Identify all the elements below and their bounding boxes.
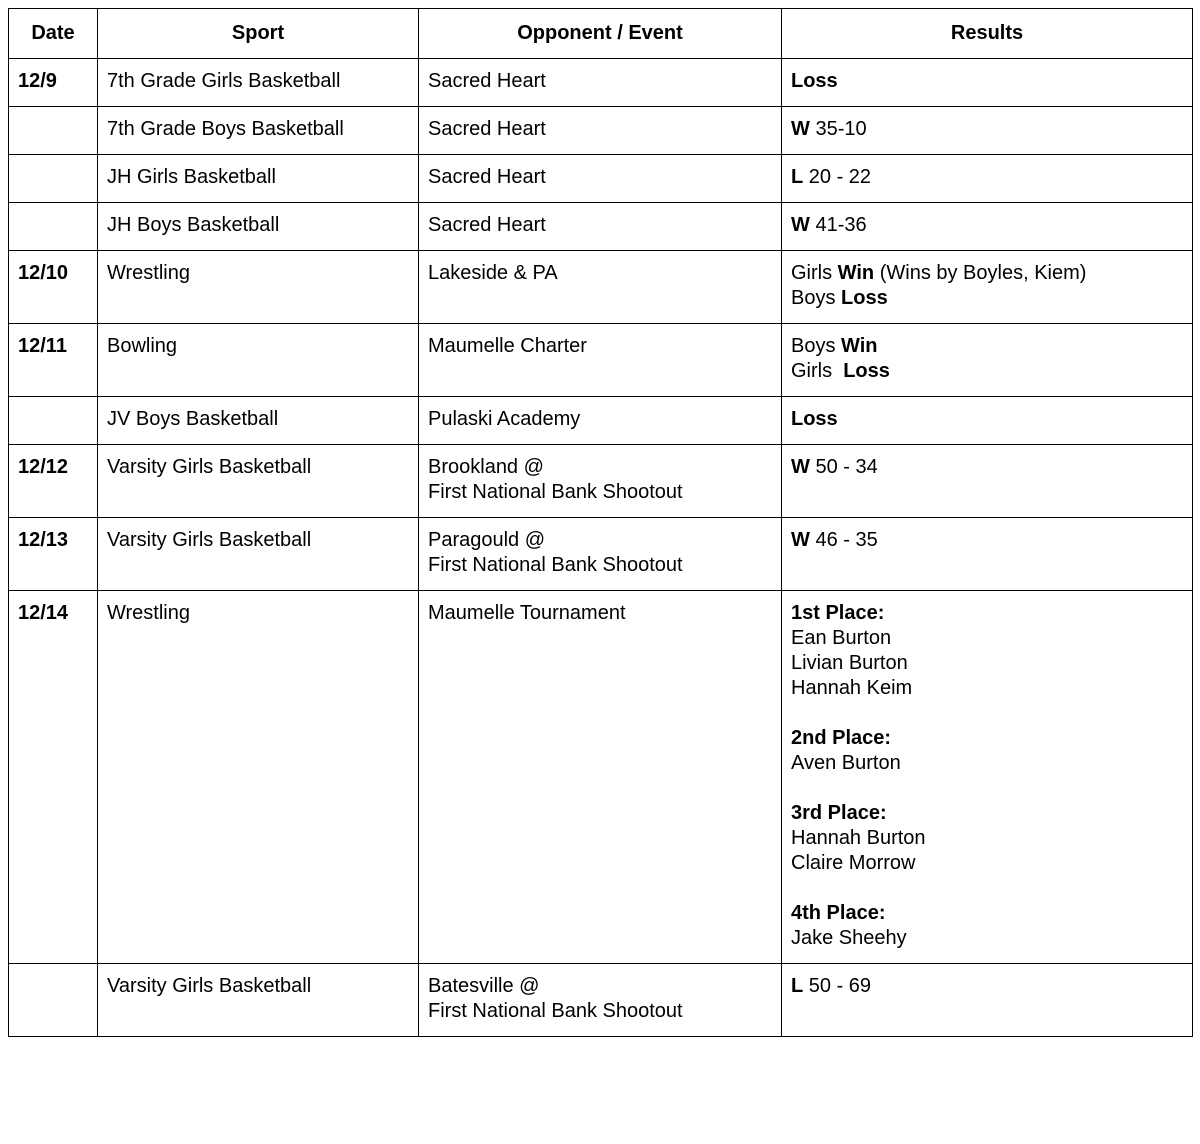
opponent-cell [419,155,782,203]
header-date: Date [9,9,98,59]
table-row [9,397,1193,445]
sport-cell: Varsity Girls Basketball [98,445,419,518]
result-line [791,359,1183,384]
date-cell: 12/11 [9,324,98,397]
opponent-cell [419,397,782,445]
result-line [791,69,1183,94]
table-header [9,9,1193,59]
opponent-line: Sacred Heart [428,166,546,188]
result-outcome: W [791,214,810,236]
opponent-cell [419,964,782,1037]
sport-cell: 7th Grade Girls Basketball [98,59,419,107]
result-cell [782,324,1193,397]
result-outcome: W [791,118,810,140]
opponent-cell [419,324,782,397]
result-detail: 41-36 [809,214,867,236]
result-line [791,455,1183,480]
sport-cell: JV Boys Basketball [98,397,419,445]
result-detail: 20 - 22 [803,166,872,188]
result-line [791,261,1183,286]
date-cell: 12/12 [9,445,98,518]
sport-cell: Varsity Girls Basketball [98,964,419,1037]
result-cell [782,397,1193,445]
opponent-line: Sacred Heart [428,118,546,140]
result-line [791,974,1183,999]
placement-group [791,601,1183,701]
table-row [9,59,1193,107]
placement-name: Livian Burton [791,652,908,674]
table-row [9,251,1193,324]
header-opponent: Opponent / Event [419,9,782,59]
header-sport: Sport [98,9,419,59]
opponent-line: Maumelle Charter [428,335,587,357]
result-outcome: Loss [843,360,890,382]
date-cell [9,397,98,445]
table-row [9,518,1193,591]
placement-heading: 3rd Place: [791,802,887,824]
opponent-line: First National Bank Shootout [428,481,683,503]
placement-name: Aven Burton [791,752,901,774]
result-detail: 46 - 35 [809,529,878,551]
date-cell: 12/10 [9,251,98,324]
result-cell [782,155,1193,203]
opponent-line: Brookland @ [428,456,544,478]
opponent-line: Paragould @ [428,529,546,551]
sport-cell: Wrestling [98,251,419,324]
placement-name: Hannah Keim [791,677,913,699]
result-cell [782,59,1193,107]
table-row [9,107,1193,155]
date-cell [9,203,98,251]
result-cell [782,251,1193,324]
opponent-line: First National Bank Shootout [428,1000,683,1022]
opponent-cell [419,59,782,107]
header-row [9,9,1193,59]
result-detail: (Wins by Boyles, Kiem) [874,262,1087,284]
result-cell [782,964,1193,1037]
result-detail: Boys [791,287,842,309]
results-table [8,8,1193,1037]
placement-group [791,901,1183,951]
sport-cell: JH Boys Basketball [98,203,419,251]
result-detail: 50 - 69 [803,975,872,997]
placement-heading: 2nd Place: [791,727,892,749]
placement-name: Hannah Burton [791,827,926,849]
date-cell [9,964,98,1037]
result-line [791,117,1183,142]
sport-cell: Wrestling [98,591,419,964]
result-outcome: W [791,456,810,478]
result-detail: Girls [791,360,844,382]
result-outcome: Loss [791,408,838,430]
opponent-cell [419,203,782,251]
sport-cell: Varsity Girls Basketball [98,518,419,591]
opponent-line: Lakeside & PA [428,262,558,284]
opponent-line: Pulaski Academy [428,408,581,430]
result-outcome: L [791,166,804,188]
date-cell: 12/9 [9,59,98,107]
placement-group [791,801,1183,876]
opponent-line: Sacred Heart [428,214,546,236]
sport-cell: 7th Grade Boys Basketball [98,107,419,155]
result-cell [782,518,1193,591]
table-body [9,59,1193,1037]
placement-name: Jake Sheehy [791,927,907,949]
placement-name: Ean Burton [791,627,892,649]
result-cell [782,203,1193,251]
opponent-cell [419,445,782,518]
table-row [9,445,1193,518]
opponent-line: Batesville @ [428,975,540,997]
placement-name: Claire Morrow [791,852,916,874]
opponent-cell [419,518,782,591]
date-cell [9,107,98,155]
table-row [9,591,1193,964]
result-detail: Girls [791,262,838,284]
result-outcome: Loss [841,287,888,309]
opponent-cell [419,591,782,964]
opponent-line: First National Bank Shootout [428,554,683,576]
header-results: Results [782,9,1193,59]
result-cell [782,107,1193,155]
result-line [791,528,1183,553]
result-line [791,286,1183,311]
date-cell: 12/13 [9,518,98,591]
result-line [791,213,1183,238]
table-row [9,964,1193,1037]
result-line [791,407,1183,432]
opponent-line: Sacred Heart [428,70,546,92]
sport-cell: JH Girls Basketball [98,155,419,203]
date-cell: 12/14 [9,591,98,964]
sport-cell: Bowling [98,324,419,397]
result-outcome: Win [841,335,878,357]
placement-heading: 1st Place: [791,602,885,624]
table-row [9,155,1193,203]
result-cell [782,591,1193,964]
opponent-line: Maumelle Tournament [428,602,626,624]
opponent-cell [419,107,782,155]
table-row [9,203,1193,251]
result-outcome: Loss [791,70,838,92]
opponent-cell [419,251,782,324]
placement-heading: 4th Place: [791,902,886,924]
result-outcome: L [791,975,804,997]
result-detail: 50 - 34 [809,456,878,478]
result-outcome: Win [837,262,875,284]
result-outcome: W [791,529,810,551]
placement-group [791,726,1183,776]
result-detail: 35-10 [809,118,867,140]
date-cell [9,155,98,203]
result-line [791,165,1183,190]
table-row [9,324,1193,397]
result-line [791,334,1183,359]
result-cell [782,445,1193,518]
result-detail: Boys [791,335,842,357]
